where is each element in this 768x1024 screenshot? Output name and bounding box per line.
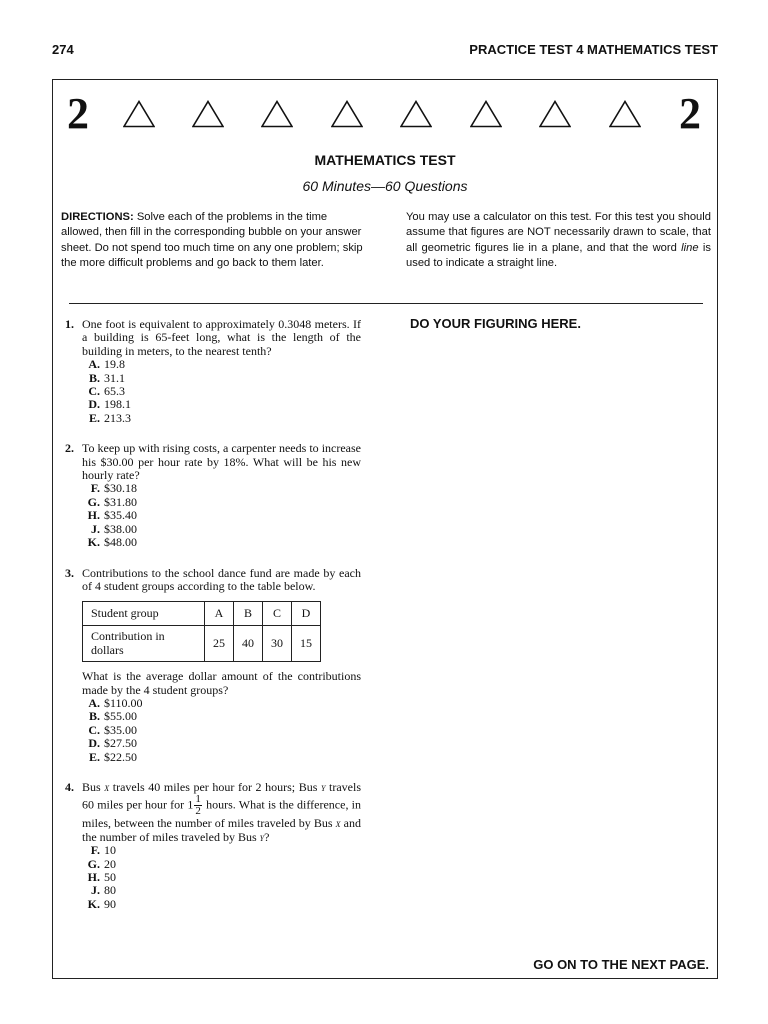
option-letter: C. xyxy=(88,722,100,737)
question-column xyxy=(61,318,361,911)
bus-x-label: x xyxy=(104,779,110,794)
page-number: 274 xyxy=(52,42,74,57)
section-number-right: 2 xyxy=(679,89,701,138)
stem-text: travels 40 miles per hour for 2 hours; Bus xyxy=(109,779,321,794)
answer-option[interactable] xyxy=(82,884,361,897)
answer-option[interactable] xyxy=(82,509,361,522)
option-letter: D. xyxy=(88,736,100,751)
answer-option[interactable] xyxy=(82,385,361,398)
answer-option[interactable] xyxy=(82,858,361,871)
answer-option[interactable] xyxy=(82,398,361,411)
question-3 xyxy=(61,567,361,764)
option-letter: G. xyxy=(87,494,100,509)
answer-option[interactable] xyxy=(82,710,361,723)
option-text: $30.18 xyxy=(104,481,137,496)
fraction xyxy=(194,794,202,817)
directions-label: DIRECTIONS: xyxy=(61,211,134,223)
option-letter: J. xyxy=(91,883,100,898)
option-letter: B. xyxy=(88,370,100,385)
directions-right-text-2: is used to indicate a straight line. xyxy=(406,241,711,269)
option-text: 65.3 xyxy=(104,384,125,399)
stem-text: ? xyxy=(264,829,270,844)
answer-option[interactable] xyxy=(82,898,361,911)
question-stem: One foot is equivalent to approximately 0.3048 meters. If a building is 65-feet long, what is the length of the building in meters, to the nearest tenth? xyxy=(82,317,361,358)
table-cell: 30 xyxy=(263,626,292,662)
question-1 xyxy=(61,318,361,425)
directions-right-text-1: You may use a calculator on this test. For this test you should assume that figures are NOT necessarily drawn to scale, that all geometric figures lie in a plane, and that the word xyxy=(406,211,711,254)
question-stem-2: What is the average dollar amount of the contributions made by the 4 student groups? xyxy=(82,669,361,697)
test-title: MATHEMATICS TEST xyxy=(314,152,456,168)
directions-left xyxy=(61,210,365,271)
contribution-table xyxy=(82,601,321,662)
option-letter: J. xyxy=(91,521,100,536)
option-text: $31.80 xyxy=(104,494,137,509)
triangle-icon xyxy=(400,100,432,128)
directions-left-text: Solve each of the problems in the time allowed, then fill in the corresponding bubble on your answer sheet. Do not spend too much time on any one problem; skip the more difficult problems and go back to them later. xyxy=(61,211,363,269)
option-text: 213.3 xyxy=(104,410,131,425)
bus-y-label: y xyxy=(320,779,326,794)
option-letter: E. xyxy=(88,410,100,425)
divider-rule xyxy=(69,303,703,304)
running-head: PRACTICE TEST 4 MATHEMATICS TEST xyxy=(469,42,718,57)
answer-option[interactable] xyxy=(82,496,361,509)
option-text: $110.00 xyxy=(104,695,143,710)
option-letter: A. xyxy=(88,357,100,372)
figuring-label: DO YOUR FIGURING HERE. xyxy=(410,316,581,331)
directions-right xyxy=(406,210,711,271)
answer-option[interactable] xyxy=(82,523,361,536)
option-letter: K. xyxy=(87,896,100,911)
table-row xyxy=(83,602,321,626)
option-letter: A. xyxy=(88,695,100,710)
triangle-banner xyxy=(123,100,633,130)
answer-option[interactable] xyxy=(82,724,361,737)
option-letter: B. xyxy=(88,709,100,724)
answer-option[interactable] xyxy=(82,751,361,764)
triangle-icon xyxy=(192,100,224,128)
table-cell: 25 xyxy=(205,626,234,662)
option-text: $35.00 xyxy=(104,722,137,737)
question-4 xyxy=(61,781,361,911)
stem-text: Bus xyxy=(82,779,105,794)
answer-option[interactable] xyxy=(82,412,361,425)
option-letter: C. xyxy=(88,384,100,399)
option-text: 90 xyxy=(104,896,116,911)
triangle-icon xyxy=(261,100,293,128)
option-letter: K. xyxy=(87,535,100,550)
question-2 xyxy=(61,442,361,549)
triangle-icon xyxy=(123,100,155,128)
option-text: 80 xyxy=(104,883,116,898)
question-number: 4. xyxy=(65,779,74,794)
go-on-next-page: GO ON TO THE NEXT PAGE. xyxy=(533,957,709,972)
fraction-denominator: 2 xyxy=(195,805,201,818)
question-number: 3. xyxy=(65,565,74,580)
option-text: 50 xyxy=(104,870,116,884)
section-number-left: 2 xyxy=(67,89,89,138)
triangle-icon xyxy=(470,100,502,128)
option-text: $27.50 xyxy=(104,736,137,751)
option-letter: H. xyxy=(87,508,100,523)
question-stem xyxy=(82,781,361,844)
stem-text: and the number of miles traveled by Bus xyxy=(82,816,362,844)
triangle-icon xyxy=(331,100,363,128)
table-cell: Student group xyxy=(83,602,205,626)
option-letter: G. xyxy=(87,856,100,871)
answer-option[interactable] xyxy=(82,844,361,857)
directions-right-italic: line xyxy=(681,241,699,254)
option-letter: F. xyxy=(90,481,100,496)
answer-option[interactable] xyxy=(82,372,361,385)
stem-text: travels 60 miles per hour for 1 xyxy=(82,779,361,812)
table-cell: Contribution in dollars xyxy=(83,626,205,662)
bus-y-label: y xyxy=(259,829,265,844)
table-cell: 40 xyxy=(234,626,263,662)
answer-option[interactable] xyxy=(82,871,361,884)
answer-option[interactable] xyxy=(82,482,361,495)
table-row xyxy=(83,626,321,662)
option-text: $35.40 xyxy=(104,508,137,523)
answer-option[interactable] xyxy=(82,536,361,549)
option-letter: D. xyxy=(88,397,100,412)
answer-option[interactable] xyxy=(82,737,361,750)
table-cell: 15 xyxy=(292,626,321,662)
test-subtitle: 60 Minutes—60 Questions xyxy=(302,178,468,194)
option-text: $55.00 xyxy=(104,709,137,724)
test-frame xyxy=(52,79,718,979)
table-cell: B xyxy=(234,602,263,626)
option-text: 20 xyxy=(104,856,116,871)
option-letter: F. xyxy=(90,843,100,858)
question-number: 1. xyxy=(65,317,74,331)
answer-option[interactable] xyxy=(82,697,361,710)
bus-x-label: x xyxy=(335,816,341,831)
table-cell: A xyxy=(205,602,234,626)
option-letter: E. xyxy=(88,749,100,764)
fraction-numerator: 1 xyxy=(195,793,201,806)
triangle-icon xyxy=(609,100,641,128)
question-stem: Contributions to the school dance fund are made by each of 4 student groups according to the table below. xyxy=(82,565,361,593)
option-text: 198.1 xyxy=(104,397,131,412)
stem-text: hours. What is the difference, in miles, between the number of miles traveled by Bus xyxy=(82,797,361,831)
option-text: $22.50 xyxy=(104,749,137,764)
option-text: 19.8 xyxy=(104,357,125,372)
option-text: $38.00 xyxy=(104,521,137,536)
option-text: 10 xyxy=(104,843,116,858)
answer-option[interactable] xyxy=(82,358,361,371)
triangle-icon xyxy=(539,100,571,128)
option-text: 31.1 xyxy=(104,370,125,385)
question-stem: To keep up with rising costs, a carpenter needs to increase his $30.00 per hour rate by 18%. What will be his new hourly rate? xyxy=(82,441,361,483)
table-cell: C xyxy=(263,602,292,626)
question-number: 2. xyxy=(65,441,74,456)
table-cell: D xyxy=(292,602,321,626)
option-letter: H. xyxy=(87,870,100,884)
option-text: $48.00 xyxy=(104,535,137,550)
